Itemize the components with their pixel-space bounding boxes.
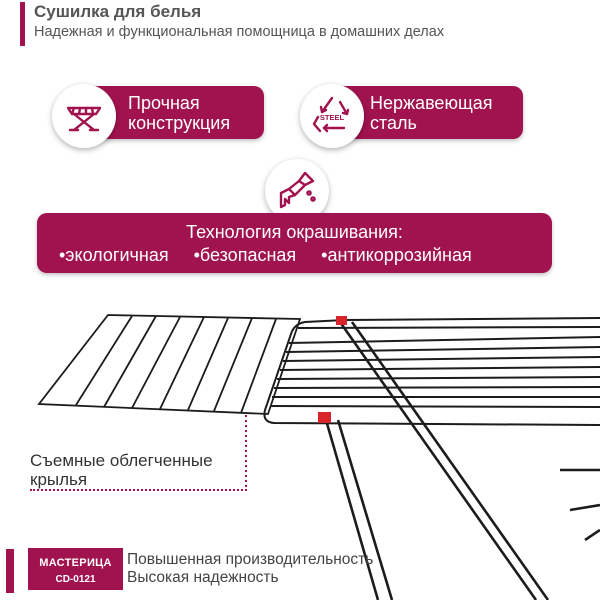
feature-steel-line2: сталь <box>370 113 417 133</box>
footer-line-1: Повышенная производительность <box>127 551 374 568</box>
main-frame <box>264 318 600 425</box>
footer-accent-bar <box>6 549 14 593</box>
footer-line-2: Высокая надежность <box>127 569 279 586</box>
feature-steel-label <box>370 93 493 133</box>
painting-property-anticorrosion: •антикоррозийная <box>321 245 472 265</box>
drying-rack-icon <box>52 84 116 148</box>
page-subtitle: Надежная и функциональная помощница в домашних делах <box>34 24 445 40</box>
wings-caption <box>30 451 213 489</box>
feature-strong-line1: Прочная <box>128 93 200 113</box>
feature-strong-line2: конструкция <box>128 113 231 133</box>
feature-strong-label <box>128 93 230 133</box>
painting-title: Технология окрашивания: <box>186 222 403 242</box>
feature-painting-technology <box>37 213 552 273</box>
hinge-clip-top <box>336 316 347 325</box>
steel-badge-text: STEEL <box>319 113 345 122</box>
painting-properties <box>59 245 492 266</box>
feature-steel-line1: Нержавеющая <box>370 93 493 113</box>
wings-caption-line1: Съемные облегченные <box>30 451 213 470</box>
brand-name: МАСТЕРИЦА <box>39 557 112 569</box>
model-number: CD-0121 <box>55 574 96 585</box>
wings-caption-underline <box>30 489 247 491</box>
brand-logo <box>28 548 123 590</box>
hinge-clip-bottom <box>318 412 331 423</box>
painting-property-eco: •экологичная <box>59 245 169 265</box>
painting-property-safe: •безопасная <box>193 245 297 265</box>
detachable-wing <box>39 315 300 414</box>
wings-caption-line2: крылья <box>30 470 88 489</box>
title-accent-bar <box>20 2 25 46</box>
steel-recycle-icon <box>300 84 364 148</box>
page-title: Сушилка для белья <box>34 2 202 21</box>
